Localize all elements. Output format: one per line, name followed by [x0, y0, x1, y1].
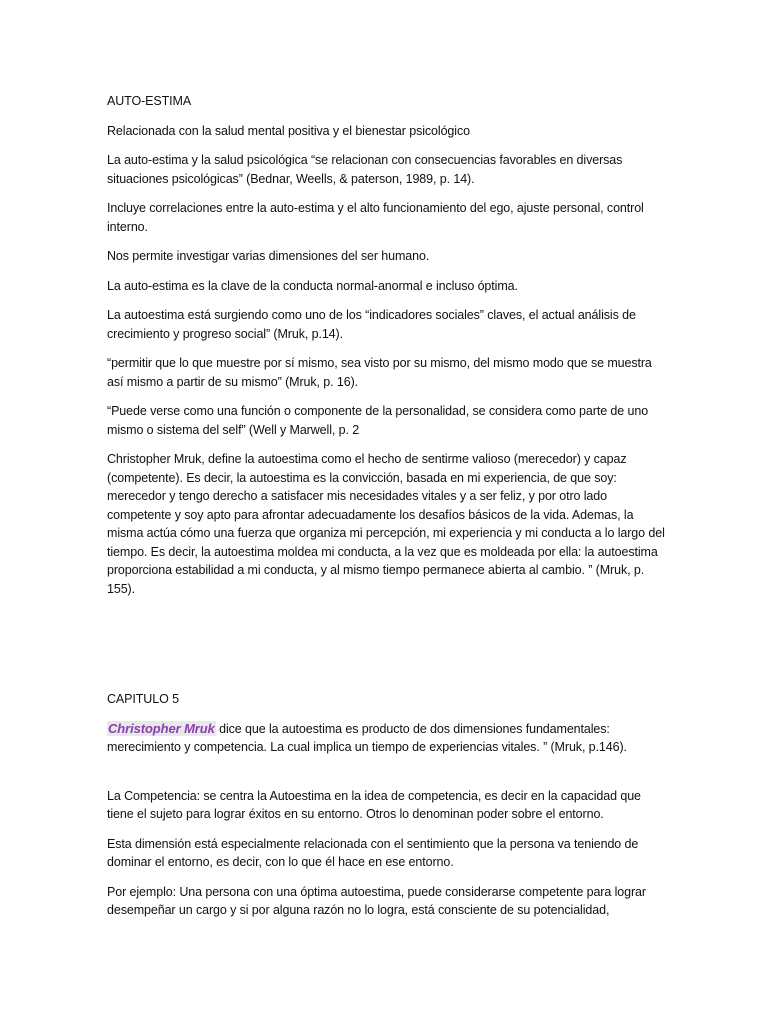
- paragraph: Christopher Mruk, define la autoestima como el hecho de sentirme valioso (merecedor) y capaz (competente). Es decir, la autoestima es la convicción, basada en mi experiencia, de que soy: merecedor y tengo derecho a satisfacer mis necesidades vitales y a ser feliz, y por otro lado competente y soy apto para afrontar adecuadamente los desafíos básicos de la vida. Ademas, la misma actúa cómo una fuerza que organiza mi percepción, mi experiencia y mi conducta a lo largo del tiempo. Es decir, la autoestima moldea mi conducta, a la vez que es moldeada por ella: la autoestima proporciona estabilidad a mi conducta, y al mismo tiempo permanece abierta al cambio. ” (Mruk, p. 155).: [107, 452, 665, 596]
- paragraph: La autoestima está surgiendo como uno de los “indicadores sociales” claves, el actual análisis de crecimiento y progreso social” (Mruk, p.14).: [107, 308, 636, 341]
- paragraph: La auto-estima es la clave de la conducta normal-anormal e incluso óptima.: [107, 278, 518, 293]
- paragraph: La auto-estima y la salud psicológica “se relacionan con consecuencias favorables en diversas situaciones psicológicas” (Bednar, Weells, & paterson, 1989, p. 14).: [107, 153, 623, 186]
- paragraph: Relacionada con la salud mental positiva y el bienestar psicológico: [107, 123, 470, 138]
- paragraph: Incluye correlaciones entre la auto-estima y el alto funcionamiento del ego, ajuste personal, control interno.: [107, 201, 644, 234]
- paragraph: Nos permite investigar varias dimensiones del ser humano.: [107, 249, 430, 263]
- paragraph: Esta dimensión está especialmente relacionada con el sentimiento que la persona va teniendo de dominar el entorno, es decir, con lo que él hace en ese entorno.: [107, 836, 639, 869]
- paragraph: “Puede verse como una función o componente de la personalidad, se considera como parte de uno mismo o sistema del self” (Well y Marwell, p. 2: [107, 404, 649, 437]
- section-title-auto-estima: AUTO-ESTIMA: [107, 94, 192, 108]
- blank-space: [107, 768, 665, 787]
- intro-text: dice que la autoestima es producto de dos dimensiones fundamentales: merecimiento y competencia. La cual implica un tiempo de experiencias vitales. ” (Mruk, p.146).: [107, 721, 627, 754]
- paragraph: La Competencia: se centra la Autoestima en la idea de competencia, es decir en la capacidad que tiene el sujeto para lograr éxitos en su entorno. Otros lo denominan poder sobre el entorno.: [107, 788, 641, 821]
- paragraph: Por ejemplo: Una persona con una óptima autoestima, puede considerarse competente para lograr desempeñar un cargo y si por alguna razón no lo logra, está consciente de su potencialidad,: [107, 884, 646, 917]
- section-title-capitulo-5: CAPITULO 5: [107, 692, 179, 706]
- highlighted-name: Christopher Mruk: [108, 720, 215, 736]
- document-body: [107, 92, 665, 931]
- intro-paragraph: [107, 720, 665, 757]
- paragraph: “permitir que lo que muestre por sí mismo, sea visto por su mismo, del mismo modo que se muestra así mismo a partir de su mismo” (Mruk, p. 16).: [107, 356, 652, 389]
- blank-space: [107, 609, 665, 690]
